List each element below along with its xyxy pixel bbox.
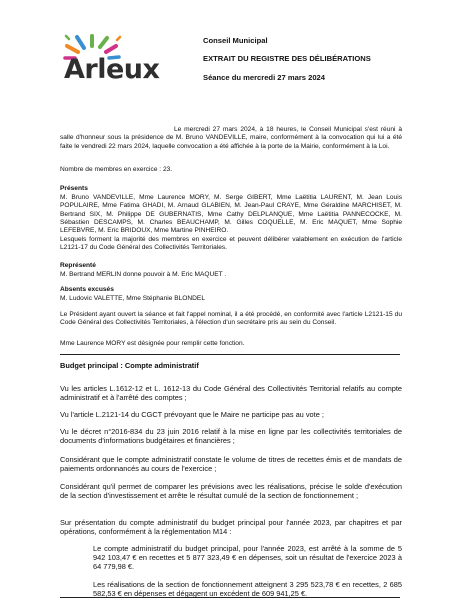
excused-text: M. Ludovic VALETTE, Mme Stéphanie BLONDEL [60, 295, 206, 302]
budget-p4: Considérant que le compte administratif constate le volume de titres de recettes émis et de mandats de paiements ordonnancés au cours de l'exercice ; [60, 455, 402, 474]
budget-title: Budget principal : Compte administratif [60, 361, 199, 370]
quorum-text: Lesquels forment la majorité des membres en exercice et peuvent délibérer valablement en exécution de l'article L2121-17 du Code Général des Collectivités Territoriales. [60, 236, 402, 252]
budget-p8: Les réalisations de la section de fonctionnement atteignent 3 295 523,78 € en recettes, 2 685 582,53 € en dépenses et dégagent un excédent de 609 941,25 €. [93, 580, 402, 599]
budget-p2: Vu l'article L.2121-14 du CGCT prévoyant que le Maire ne participe pas au vote ; [60, 410, 324, 419]
present-list: M. Bruno VANDEVILLE, Mme Laurence MORY, M. Serge GIBERT, Mme Laëtitia LAURENT, M. Jean Louis POPULAIRE, Mme Fatima GHADI, M. Arnaud GLABIEN, M. Jean-Paul CRAYE, Mme Géraldine MARCHISET, M. Bertrand SIX, M. Philippe DE GUBERNATIS, Mme Cathy DELPLANQUE, Mme Laëtitia PANNECOCKE, M. Sébastien DESCAMPS, M. Charles BEAUCHAMP, M. Gilles COQUELLE, M. Eric MAQUET, Mme Sophie LEFEBVRE, M. Eric BRIDOUX, Mme Martine PINHEIRO. [60, 194, 402, 235]
present-title: Présents [60, 185, 88, 192]
budget-p5: Considérant qu'il permet de comparer les prévisions avec les réalisations, précise le solde d'exécution de la section d'investissement et arrête le résultat cumulé de la section de fonctionnement ; [60, 482, 402, 501]
members-count: Nombre de membres en exercice : 23. [60, 166, 173, 173]
footer-divider [60, 597, 400, 598]
session-date: Séance du mercredi 27 mars 2024 [203, 73, 325, 82]
budget-p6: Sur présentation du compte administratif du budget principal pour l'année 2023, par chapitres et par opérations, conformément à la réglementation M14 : [60, 518, 402, 537]
budget-p1: Vu les articles L.1612-12 et L. 1612-13 du Code Général des Collectivités Territorial relatifs au compte administratif et à l'arrêté des comptes ; [60, 384, 402, 403]
represented-text: M. Bertrand MERLIN donne pouvoir à M. Eric MAQUET . [60, 271, 227, 278]
secretary-text: Mme Laurence MORY est désignée pour remplir cette fonction. [60, 340, 245, 347]
budget-p7: Le compte administratif du budget principal, pour l'année 2023, est arrêté à la somme de 5 942 103,47 € en recettes et 5 877 323,49 € en dépenses, soit un résultat de l'exercice 2023 à 64 779,98 €. [93, 544, 402, 572]
extract-title: EXTRAIT DU REGISTRE DES DÉLIBÉRATIONS [203, 54, 371, 63]
arleux-logo [62, 34, 166, 94]
budget-p3: Vu le décret n°2016-834 du 23 juin 2016 relatif à la mise en ligne par les collectivités territoriales de documents d'informations budgétaires et financières ; [60, 427, 402, 446]
intro-paragraph: Le mercredi 27 mars 2024, à 18 heures, le Conseil Municipal s'est réuni à salle d'honneur sous la présidence de M. Bruno VANDEVILLE, maire, conformément à la convocation qui lui a été faite le vendredi 22 mars 2024, laquelle convocation a été affichée à la porte de la Mairie, conformément à la Loi. [60, 126, 402, 150]
opening-text: Le Président ayant ouvert la séance et fait l'appel nominal, il a été procédé, en conformité avec l'article L2121-15 du Code Général des Collectivités Territoriales, à l'élection d'un secrétaire pris au sein du Conseil. [60, 311, 402, 327]
logo-wordmark: Arleux [64, 54, 160, 85]
section-divider [60, 354, 400, 355]
excused-title: Absents excusés [60, 286, 114, 293]
represented-title: Représenté [60, 262, 96, 269]
council-name: Conseil Municipal [203, 36, 268, 45]
document-header [203, 35, 403, 83]
